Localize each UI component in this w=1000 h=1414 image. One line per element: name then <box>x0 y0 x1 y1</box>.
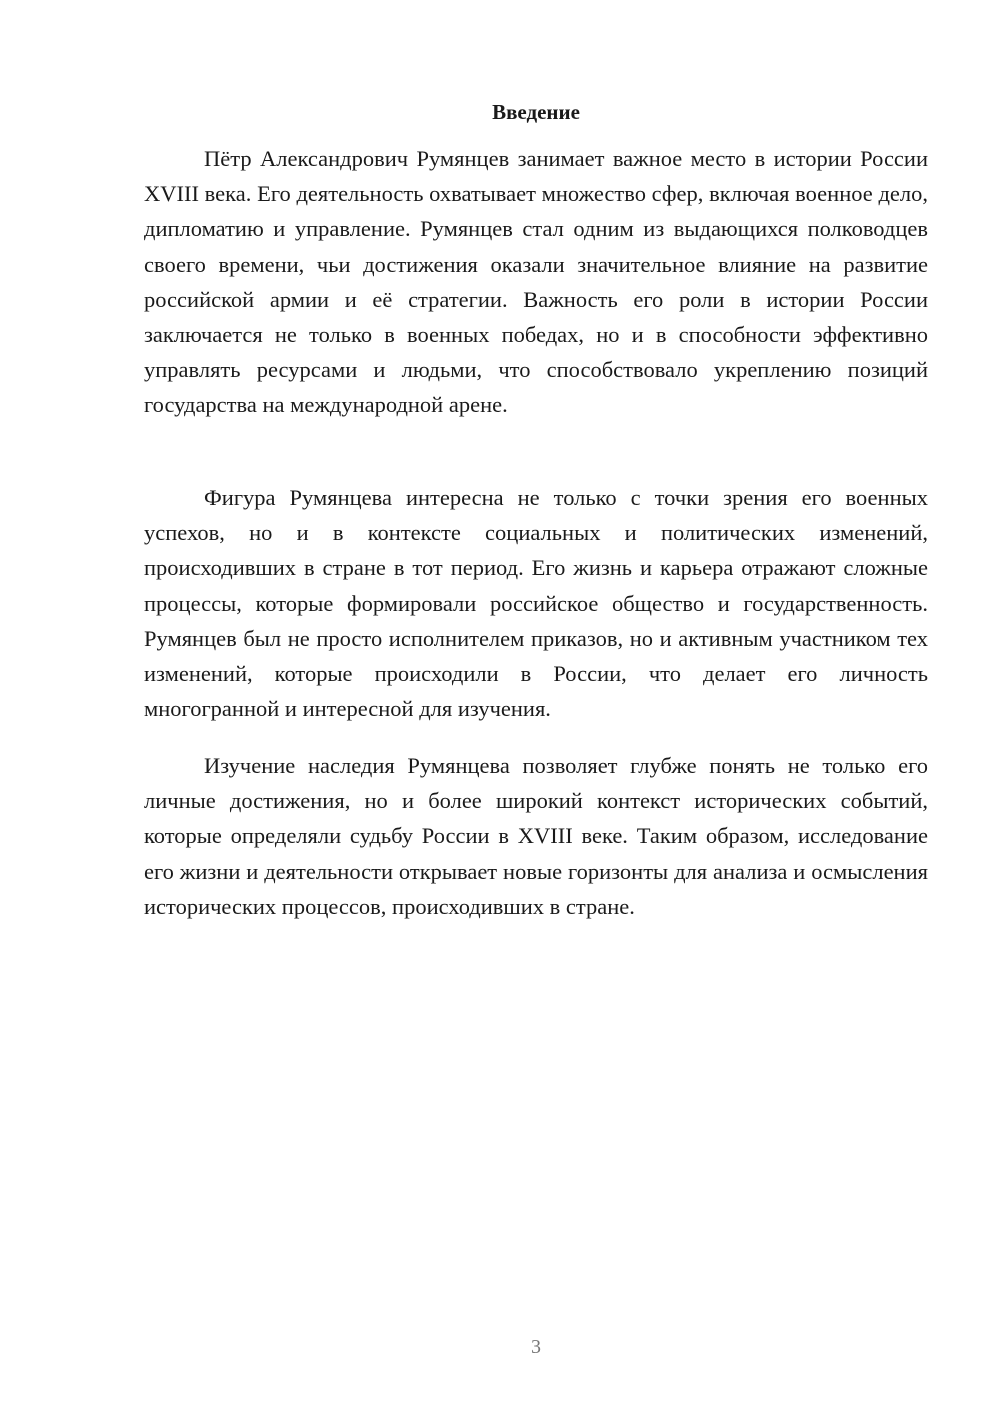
section-heading: Введение <box>492 100 580 124</box>
paragraph-2: Фигура Румянцева интересна не только с точки зрения его военных успехов, но и в контексте социальных и политических изменений, происходивших в стране в тот период. Его жизнь и карьера отражают сложные процессы, которые формировали российское общество и государственность. Румянцев был не просто исполнителем приказов, но и активным участником тех изменений, которые происходили в России, что делает его личность многогранной и интересной для изучения. <box>144 485 928 722</box>
paragraph-1: Пётр Александрович Румянцев занимает важное место в истории России XVIII века. Его деятельность охватывает множество сфер, включая военное дело, дипломатию и управление. Румянцев стал одним из выдающихся полководцев своего времени, чьи достижения оказали значительное влияние на развитие российской армии и её стратегии. Важность его роли в истории России заключается не только в военных победах, но и в способности эффективно управлять ресурсами и людьми, что способствовало укреплению позиций государства на международной арене. <box>144 146 928 418</box>
paragraph-3: Изучение наследия Румянцева позволяет глубже понять не только его личные достижения, но и более широкий контекст исторических событий, которые определяли судьбу России в XVIII веке. Таким образом, исследование его жизни и деятельности открывает новые горизонты для анализа и осмысления исторических процессов, происходивших в стране. <box>144 753 928 919</box>
page-number: 3 <box>531 1336 541 1358</box>
